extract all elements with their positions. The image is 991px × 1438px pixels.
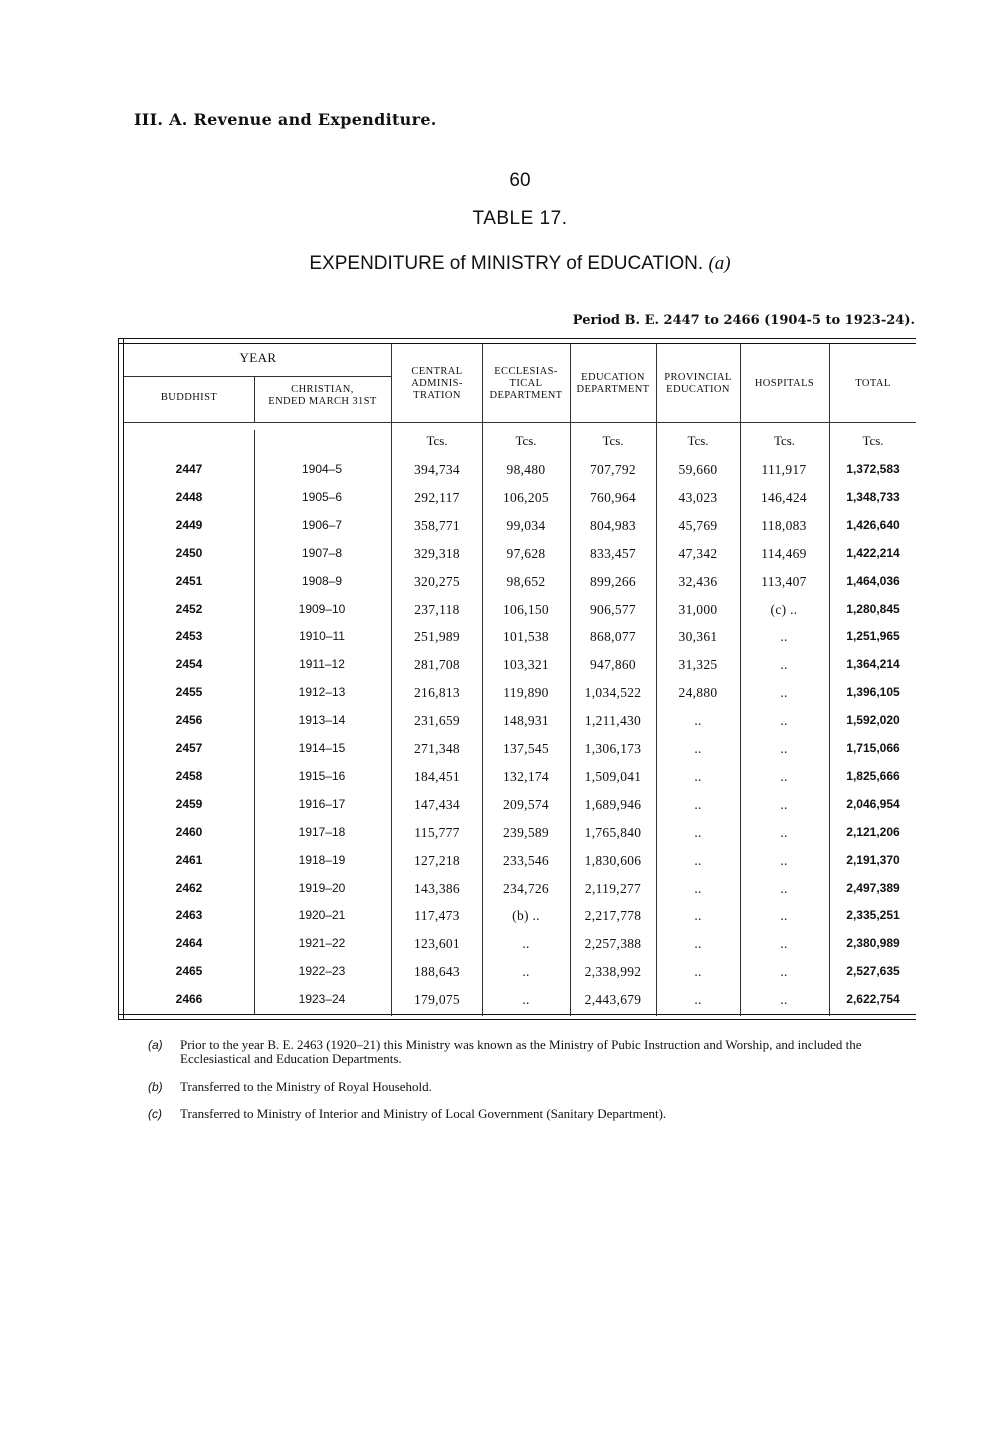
cell-buddhist: 2456 (175, 713, 203, 728)
cell-christian: 1908–9 (301, 573, 343, 588)
cell-ecclesiastical: .. (522, 992, 530, 1008)
cell-education: 868,077 (590, 629, 636, 645)
cell-christian: 1911–12 (299, 657, 345, 672)
cell-hospitals: .. (780, 741, 788, 756)
header-central-line1: CENTRAL (411, 366, 463, 377)
cell-hospitals: .. (780, 880, 788, 896)
cell-hospitals: .. (780, 657, 788, 673)
cell-christian: 1919–20 (298, 880, 346, 895)
cell-central: 394,734 (414, 462, 460, 477)
cell-education: 899,266 (590, 573, 636, 589)
header-ecclesiastical-line1: ECCLESIAS- (494, 366, 558, 377)
cell-education: 947,860 (590, 657, 636, 673)
table-row (118, 546, 916, 574)
cell-education: 1,306,173 (584, 741, 642, 756)
cell-hospitals: .. (780, 629, 788, 645)
cell-central: 216,813 (414, 685, 460, 701)
table-row (118, 574, 916, 602)
cell-provincial: .. (694, 768, 702, 784)
cell-central: 358,771 (414, 517, 460, 533)
cell-central: 320,275 (414, 573, 460, 589)
header-ecclesiastical-line2: TICAL (509, 378, 543, 389)
section-heading: III. A. Revenue and Expenditure. (134, 110, 437, 129)
cell-christian: 1918–19 (298, 852, 346, 867)
cell-total: 1,715,066 (846, 741, 900, 755)
cell-total: 1,251,965 (846, 629, 900, 644)
table-row (118, 908, 916, 936)
header-education-line2: DEPARTMENT (576, 384, 650, 395)
cell-provincial: 30,361 (678, 629, 718, 645)
cell-buddhist: 2465 (175, 964, 203, 979)
cell-education: 1,211,430 (584, 713, 642, 729)
cell-ecclesiastical: 97,628 (506, 545, 546, 561)
cell-provincial: .. (694, 992, 702, 1008)
cell-hospitals: .. (780, 713, 788, 729)
table-row (118, 992, 916, 1020)
cell-buddhist: 2457 (175, 741, 203, 755)
cell-buddhist: 2458 (175, 768, 203, 783)
cell-total: 1,396,105 (846, 685, 900, 700)
cell-central: 117,473 (414, 908, 460, 924)
cell-hospitals: .. (780, 908, 788, 924)
cell-ecclesiastical: 101,538 (503, 629, 549, 645)
cell-education: 2,217,778 (584, 908, 642, 924)
cell-christian: 1922–23 (298, 964, 346, 979)
cell-christian: 1914–15 (298, 741, 346, 755)
cell-ecclesiastical: 106,205 (503, 489, 549, 505)
cell-christian: 1906–7 (301, 517, 343, 532)
cell-provincial: .. (694, 880, 702, 896)
cell-provincial: 31,000 (678, 601, 718, 617)
cell-central: 127,218 (414, 852, 460, 868)
cell-total: 2,622,754 (846, 992, 900, 1007)
footnote-text: Transferred to the Ministry of Royal Household. (180, 1079, 432, 1094)
cell-total: 1,280,845 (846, 601, 900, 616)
cell-hospitals: .. (780, 685, 788, 701)
table-row (118, 964, 916, 992)
unit-provincial: Tcs. (687, 433, 709, 448)
table-row (118, 741, 916, 769)
table-title (0, 253, 991, 275)
table-title-text: EXPENDITURE of MINISTRY of EDUCATION. (309, 253, 704, 274)
cell-education: 1,509,041 (584, 768, 642, 784)
header-central (392, 366, 482, 402)
cell-ecclesiastical: 106,150 (503, 601, 549, 617)
cell-central: 184,451 (414, 768, 460, 784)
cell-christian: 1912–13 (298, 685, 346, 700)
unit-ecclesiastical: Tcs. (515, 433, 537, 448)
cell-ecclesiastical: 98,480 (506, 462, 546, 477)
period-caption: Period B. E. 2447 to 2466 (1904-5 to 1923-24). (572, 313, 915, 328)
cell-total: 1,825,666 (846, 768, 900, 783)
year-divider-rule (124, 376, 392, 377)
expenditure-table (118, 338, 916, 1020)
table-row (118, 713, 916, 741)
cell-hospitals: (c) .. (770, 601, 798, 617)
cell-central: 123,601 (414, 936, 460, 952)
cell-education: 1,689,946 (584, 796, 642, 812)
cell-education: 1,830,606 (584, 852, 642, 868)
cell-total: 2,191,370 (846, 852, 900, 867)
unit-education: Tcs. (602, 433, 624, 448)
table-row (118, 629, 916, 657)
cell-buddhist: 2455 (175, 685, 203, 700)
header-central-line2: ADMINIS- (411, 378, 463, 389)
header-ecclesiastical-line3: DEPARTMENT (489, 390, 563, 401)
cell-buddhist: 2461 (175, 852, 203, 867)
cell-total: 1,364,214 (846, 657, 900, 672)
table-row (118, 797, 916, 825)
header-christian-line1: CHRISTIAN, (291, 384, 354, 395)
cell-ecclesiastical: .. (522, 964, 530, 980)
table-top-rule (118, 338, 916, 344)
footnote-text: Transferred to Ministry of Interior and Ministry of Local Government (Sanitary Department). (180, 1106, 667, 1121)
cell-provincial: 31,325 (678, 657, 718, 673)
cell-total: 2,380,989 (846, 936, 900, 951)
cell-education: 707,792 (590, 462, 636, 477)
cell-hospitals: .. (780, 992, 788, 1008)
header-provincial-line1: PROVINCIAL (664, 372, 732, 383)
cell-hospitals: .. (780, 852, 788, 868)
header-bottom-rule (124, 422, 916, 423)
cell-education: 804,983 (590, 517, 636, 533)
footnote-mark: (b) (148, 1080, 163, 1094)
cell-central: 251,989 (414, 629, 460, 645)
header-central-line3: TRATION (413, 390, 461, 401)
cell-ecclesiastical: 99,034 (506, 517, 546, 533)
table-row (118, 602, 916, 630)
cell-total: 1,426,640 (846, 517, 900, 532)
cell-provincial: .. (694, 852, 702, 868)
cell-total: 1,372,583 (846, 462, 900, 476)
header-total: TOTAL (855, 378, 891, 389)
footnote-mark: (c) (148, 1107, 162, 1121)
header-buddhist: BUDDHIST (160, 392, 218, 403)
footnote-mark: (a) (148, 1038, 163, 1052)
table-row (118, 685, 916, 713)
cell-central: 179,075 (414, 992, 460, 1008)
cell-provincial: .. (694, 964, 702, 980)
cell-hospitals: 113,407 (761, 573, 807, 589)
cell-ecclesiastical: 119,890 (503, 685, 549, 701)
cell-provincial: 47,342 (678, 545, 718, 561)
table-row (118, 936, 916, 964)
cell-education: 833,457 (590, 545, 636, 561)
cell-buddhist: 2452 (175, 601, 203, 616)
header-hospitals: HOSPITALS (754, 378, 815, 389)
cell-buddhist: 2449 (175, 517, 203, 532)
cell-buddhist: 2448 (175, 489, 203, 504)
cell-central: 329,318 (414, 545, 460, 561)
cell-provincial: .. (694, 936, 702, 952)
cell-ecclesiastical: 98,652 (506, 573, 546, 589)
header-year: YEAR (239, 350, 277, 365)
cell-central: 147,434 (414, 796, 460, 812)
unit-hospitals: Tcs. (773, 433, 796, 448)
cell-total: 2,497,389 (846, 880, 900, 895)
cell-hospitals: .. (780, 936, 788, 952)
cell-total: 1,348,733 (846, 489, 900, 504)
cell-hospitals: 114,469 (761, 545, 807, 561)
header-provincial (656, 372, 740, 396)
cell-total: 2,046,954 (846, 796, 900, 811)
cell-education: 2,257,388 (584, 936, 642, 952)
cell-total: 1,422,214 (846, 545, 900, 560)
cell-christian: 1913–14 (298, 713, 346, 728)
cell-buddhist: 2466 (175, 992, 203, 1007)
cell-provincial: 32,436 (678, 573, 718, 589)
cell-provincial: .. (694, 741, 702, 756)
cell-christian: 1917–18 (298, 824, 346, 839)
header-ecclesiastical (482, 366, 570, 402)
cell-christian: 1909–10 (298, 601, 346, 616)
cell-central: 292,117 (414, 489, 460, 505)
cell-education: 2,443,679 (584, 992, 642, 1008)
cell-buddhist: 2460 (175, 824, 203, 839)
table-title-note: (a) (708, 253, 731, 274)
cell-buddhist: 2462 (175, 880, 203, 895)
cell-buddhist: 2464 (175, 936, 203, 951)
table-row (118, 518, 916, 546)
cell-buddhist: 2453 (175, 629, 203, 644)
table-row (118, 853, 916, 881)
cell-central: 115,777 (414, 824, 460, 840)
cell-christian: 1923–24 (298, 992, 346, 1007)
cell-hospitals: .. (780, 964, 788, 980)
cell-provincial: .. (694, 713, 702, 729)
page-number: 60 (509, 170, 531, 191)
cell-hospitals: 118,083 (761, 517, 807, 533)
cell-education: 1,765,840 (584, 824, 642, 840)
cell-education: 2,119,277 (584, 880, 642, 896)
header-education-line1: EDUCATION (581, 372, 645, 383)
cell-central: 237,118 (414, 601, 460, 617)
cell-total: 2,121,206 (846, 824, 900, 839)
cell-education: 2,338,992 (584, 964, 642, 980)
cell-hospitals: .. (780, 768, 788, 784)
cell-christian: 1905–6 (301, 489, 343, 504)
cell-christian: 1904–5 (301, 462, 343, 476)
table-number: TABLE 17. (472, 208, 568, 229)
table-row (118, 769, 916, 797)
cell-provincial: 43,023 (678, 489, 718, 505)
cell-provincial: 45,769 (678, 517, 718, 533)
table-row (118, 881, 916, 909)
cell-ecclesiastical: 103,321 (503, 657, 549, 673)
cell-central: 231,659 (414, 713, 460, 729)
cell-ecclesiastical: 234,726 (503, 880, 549, 896)
cell-education: 760,964 (590, 489, 636, 505)
cell-provincial: .. (694, 796, 702, 812)
cell-christian: 1910–11 (299, 629, 345, 644)
unit-total: Tcs. (862, 433, 884, 448)
cell-ecclesiastical: (b) .. (512, 908, 540, 924)
header-education (570, 372, 656, 396)
cell-buddhist: 2447 (175, 462, 203, 476)
cell-christian: 1907–8 (301, 545, 343, 560)
cell-central: 188,643 (414, 964, 460, 980)
cell-total: 2,335,251 (846, 908, 900, 923)
cell-christian: 1916–17 (298, 796, 346, 811)
cell-ecclesiastical: 233,546 (503, 852, 549, 868)
cell-central: 281,708 (414, 657, 460, 673)
table-row (118, 657, 916, 685)
cell-buddhist: 2459 (175, 796, 203, 811)
table-row (118, 462, 916, 490)
cell-hospitals: 111,917 (761, 462, 807, 477)
cell-education: 1,034,522 (584, 685, 642, 701)
cell-ecclesiastical: 239,589 (503, 824, 549, 840)
cell-christian: 1920–21 (298, 908, 346, 923)
cell-hospitals: .. (780, 796, 788, 812)
header-christian-line2: ENDED MARCH 31ST (268, 396, 377, 407)
cell-total: 2,527,635 (846, 964, 900, 979)
cell-ecclesiastical: 137,545 (503, 741, 549, 756)
cell-provincial: .. (694, 824, 702, 840)
cell-buddhist: 2450 (175, 545, 203, 560)
cell-buddhist: 2451 (175, 573, 203, 588)
cell-ecclesiastical: 148,931 (503, 713, 549, 729)
cell-education: 906,577 (590, 601, 636, 617)
cell-total: 1,464,036 (846, 573, 900, 588)
footnote-text: Prior to the year B. E. 2463 (1920–21) this Ministry was known as the Ministry of Pubic Instruction and Worship, and included the Ecclesiastical and Education Departments. (180, 1037, 862, 1066)
cell-provincial: 24,880 (678, 685, 718, 701)
cell-ecclesiastical: 209,574 (503, 796, 549, 812)
cell-ecclesiastical: 132,174 (503, 768, 549, 784)
cell-christian: 1921–22 (298, 936, 346, 951)
cell-buddhist: 2463 (175, 908, 203, 923)
cell-provincial: .. (694, 908, 702, 924)
header-provincial-line2: EDUCATION (666, 384, 730, 395)
cell-christian: 1915–16 (298, 768, 346, 783)
cell-total: 1,592,020 (846, 713, 900, 728)
cell-buddhist: 2454 (175, 657, 203, 672)
cell-hospitals: 146,424 (761, 489, 807, 505)
cell-provincial: 59,660 (678, 462, 718, 477)
table-row (118, 490, 916, 518)
cell-ecclesiastical: .. (522, 936, 530, 952)
cell-central: 143,386 (414, 880, 460, 896)
cell-hospitals: .. (780, 824, 788, 840)
table-row (118, 825, 916, 853)
unit-central: Tcs. (426, 433, 448, 448)
cell-central: 271,348 (414, 741, 460, 756)
header-christian (254, 384, 391, 408)
